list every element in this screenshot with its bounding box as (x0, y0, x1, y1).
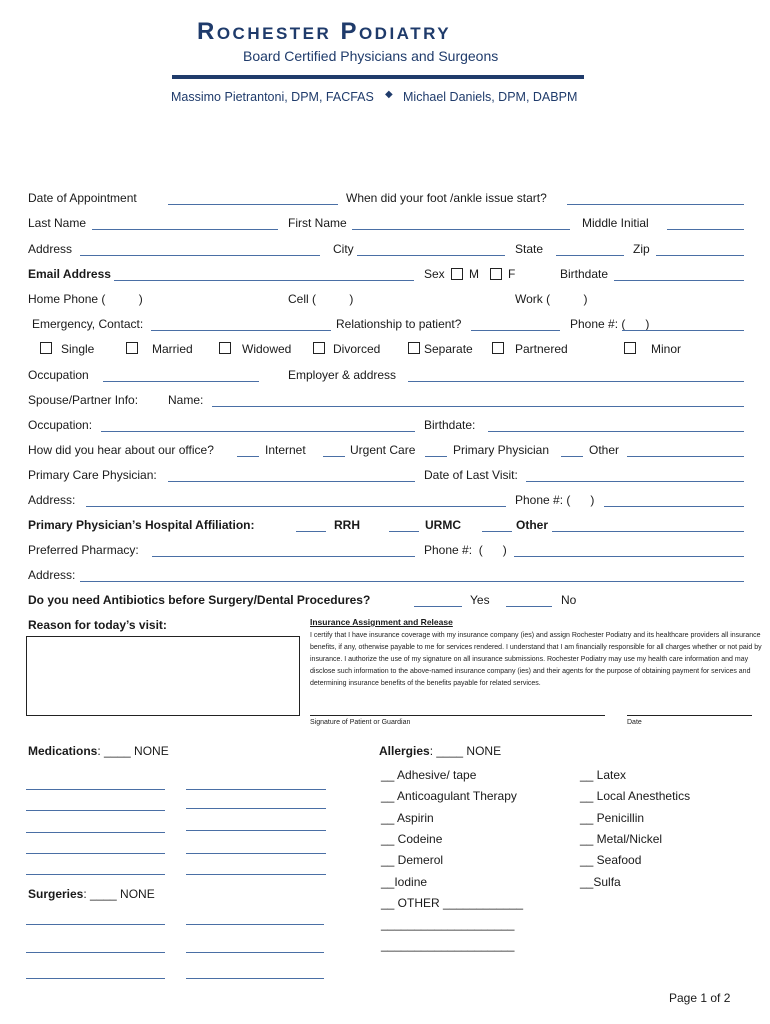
marital-married-label: Married (152, 342, 193, 356)
marital-separate-label: Separate (424, 342, 473, 356)
signature-date-label: Date (627, 719, 642, 726)
internet-blank[interactable] (237, 456, 259, 457)
doctor-name-2: Michael Daniels, DPM, DABPM (403, 90, 578, 104)
allergy-item[interactable]: __ Aspirin (381, 811, 434, 825)
other-hospital-label: Other (516, 518, 549, 532)
marital-single-checkbox[interactable] (40, 342, 52, 354)
surgeries-heading (28, 887, 155, 901)
allergy-item[interactable]: __ Metal/Nickel (580, 832, 663, 846)
surgery-line[interactable] (26, 924, 165, 925)
allergies-none: : ____ NONE (429, 744, 502, 758)
first-name-label: First Name (288, 216, 347, 230)
relationship-label: Relationship to patient? (336, 317, 462, 331)
pcp-phone-field[interactable] (604, 506, 744, 507)
allergy-item[interactable]: __ Penicillin (580, 811, 645, 825)
first-name-field[interactable] (352, 229, 570, 230)
medications-none: : ____ NONE (97, 744, 169, 758)
spouse-info-label: Spouse/Partner Info: (28, 393, 139, 407)
other-blank[interactable] (561, 456, 583, 457)
home-phone-label[interactable]: Home Phone ( ) (28, 292, 143, 306)
surgery-line[interactable] (26, 978, 165, 979)
employer-address-field[interactable] (408, 381, 744, 382)
cell-phone-label[interactable]: Cell ( ) (288, 292, 354, 306)
middle-initial-field[interactable] (667, 229, 744, 230)
pharmacy-address-field[interactable] (80, 581, 744, 582)
medication-line[interactable] (186, 830, 326, 831)
email-label: Email Address (28, 267, 111, 281)
medication-line[interactable] (186, 874, 326, 875)
other-label: Other (589, 443, 620, 457)
emergency-contact-field[interactable] (151, 330, 331, 331)
marital-minor-checkbox[interactable] (624, 342, 636, 354)
birthdate-field[interactable] (614, 280, 744, 281)
pharmacy-address-label: Address: (28, 568, 76, 582)
marital-divorced-checkbox[interactable] (313, 342, 325, 354)
practice-title: Rochester Podiatry (197, 18, 452, 45)
marital-separate-checkbox[interactable] (408, 342, 420, 354)
spouse-occupation-field[interactable] (101, 431, 415, 432)
surgeries-label: Surgeries (28, 887, 84, 901)
occupation-label: Occupation (28, 368, 89, 382)
surgery-line[interactable] (186, 952, 324, 953)
birthdate-label: Birthdate (560, 267, 609, 281)
signature-date-line[interactable] (627, 715, 752, 716)
foot-issue-start-label: When did your foot /ankle issue start? (346, 191, 547, 205)
employer-address-label: Employer & address (288, 368, 397, 382)
spouse-birthdate-field[interactable] (488, 431, 744, 432)
address-label: Address (28, 242, 73, 256)
marital-married-checkbox[interactable] (126, 342, 138, 354)
marital-partnered-label: Partnered (515, 342, 568, 356)
page-number: Page 1 of 2 (669, 991, 731, 1005)
urmc-label: URMC (425, 518, 461, 532)
sex-label: Sex (424, 267, 445, 281)
medications-label: Medications (28, 744, 98, 758)
other-hospital-blank[interactable] (482, 531, 512, 532)
marital-single-label: Single (61, 342, 95, 356)
allergy-item[interactable]: __ Anticoagulant Therapy (381, 789, 517, 803)
antibiotics-yes-label: Yes (470, 593, 490, 607)
medication-line[interactable] (26, 810, 165, 811)
sex-f-label: F (508, 267, 516, 281)
diamond-icon: ◆ (385, 89, 393, 100)
allergy-item[interactable]: __Iodine (381, 875, 428, 889)
emergency-phone-field[interactable] (622, 330, 744, 331)
how-hear-label: How did you hear about our office? (28, 443, 214, 457)
date-of-appointment-label: Date of Appointment (28, 191, 137, 205)
state-label: State (515, 242, 544, 256)
medications-heading (28, 744, 169, 758)
marital-divorced-label: Divorced (333, 342, 381, 356)
pcp-address-field[interactable] (86, 506, 506, 507)
allergy-item[interactable]: __Sulfa (580, 875, 621, 889)
sex-m-label: M (469, 267, 479, 281)
allergy-item[interactable]: __ Local Anesthetics (580, 789, 691, 803)
emergency-contact-label: Emergency, Contact: (32, 317, 144, 331)
allergies-heading (379, 744, 501, 758)
reason-label: Reason for today’s visit: (28, 618, 167, 632)
insurance-heading: Insurance Assignment and Release (310, 617, 453, 627)
medication-line[interactable] (186, 808, 326, 809)
last-visit-field[interactable] (526, 481, 744, 482)
pcp-label: Primary Care Physician: (28, 468, 157, 482)
signature-line[interactable] (310, 715, 605, 716)
middle-initial-label: Middle Initial (582, 216, 649, 230)
allergy-item[interactable]: __ Demerol (381, 853, 444, 867)
spouse-occupation-label: Occupation: (28, 418, 93, 432)
surgeries-none: : ____ NONE (83, 887, 155, 901)
primary-physician-label: Primary Physician (453, 443, 550, 457)
other-field[interactable] (627, 456, 744, 457)
allergy-other-line[interactable]: ____________________ (381, 938, 515, 952)
antibiotics-no-blank[interactable] (506, 606, 552, 607)
sex-f-checkbox[interactable] (490, 268, 502, 280)
allergy-item[interactable]: __ OTHER ____________ (381, 896, 524, 910)
spouse-name-field[interactable] (212, 406, 744, 407)
city-label: City (333, 242, 354, 256)
antibiotics-no-label: No (561, 593, 577, 607)
zip-field[interactable] (656, 255, 744, 256)
medication-line[interactable] (26, 874, 165, 875)
allergy-item[interactable]: __ Adhesive/ tape (381, 768, 477, 782)
last-name-field[interactable] (92, 229, 278, 230)
marital-widowed-checkbox[interactable] (219, 342, 231, 354)
practice-subtitle: Board Certified Physicians and Surgeons (243, 48, 499, 64)
work-phone-label[interactable]: Work ( ) (515, 292, 588, 306)
occupation-field[interactable] (103, 381, 259, 382)
urmc-blank[interactable] (389, 531, 419, 532)
pcp-phone-label: Phone #: ( ) (515, 493, 595, 507)
medication-line[interactable] (26, 832, 165, 833)
medication-line[interactable] (186, 853, 326, 854)
pharmacy-phone-field[interactable] (514, 556, 744, 557)
foot-issue-start-field[interactable] (567, 204, 744, 205)
antibiotics-question: Do you need Antibiotics before Surgery/Dental Procedures? (28, 593, 371, 607)
spouse-birthdate-label: Birthdate: (424, 418, 476, 432)
address-field[interactable] (80, 255, 320, 256)
signature-label: Signature of Patient or Guardian (310, 719, 411, 726)
city-field[interactable] (357, 255, 505, 256)
medication-line[interactable] (26, 853, 165, 854)
emergency-phone-label: Phone #: ( ) (570, 317, 650, 331)
sex-m-checkbox[interactable] (451, 268, 463, 280)
relationship-field[interactable] (471, 330, 560, 331)
surgery-line[interactable] (186, 978, 324, 979)
zip-label: Zip (633, 242, 650, 256)
internet-label: Internet (265, 443, 306, 457)
allergy-item[interactable]: __ Latex (580, 768, 627, 782)
pharmacy-phone-label: Phone #: ( ) (424, 543, 507, 557)
allergy-item[interactable]: __ Codeine (381, 832, 443, 846)
marital-minor-label: Minor (651, 342, 682, 356)
allergy-other-line[interactable]: ____________________ (381, 917, 515, 931)
spouse-name-label: Name: (168, 393, 204, 407)
other-hospital-field[interactable] (552, 531, 744, 532)
state-field[interactable] (556, 255, 624, 256)
surgery-line[interactable] (186, 924, 324, 925)
primary-physician-blank[interactable] (425, 456, 447, 457)
marital-widowed-label: Widowed (242, 342, 292, 356)
antibiotics-yes-blank[interactable] (414, 606, 462, 607)
pharmacy-label: Preferred Pharmacy: (28, 543, 139, 557)
last-visit-label: Date of Last Visit: (424, 468, 518, 482)
marital-partnered-checkbox[interactable] (492, 342, 504, 354)
urgent-care-blank[interactable] (323, 456, 345, 457)
email-field[interactable] (114, 280, 414, 281)
medication-line[interactable] (26, 789, 165, 790)
pcp-address-label: Address: (28, 493, 76, 507)
last-name-label: Last Name (28, 216, 87, 230)
insurance-body: I certify that I have insurance coverage with my insurance company (ies) and assign Rochester Podiatry and its healthcare providers all insurance benefits, if any, otherwise payable to me for services rendered. I understand that I am financially responsible for all charges whether or not paid by insurance. I authorize the use of my signature on all insurance submissions. Rochester Podiatry may use my health care information and may disclose such information to the above-named insurance company (ies) and their agents for the purpose of obtaining payment for services and determining insurance benefits of the benefits payable for related services. (310, 632, 762, 687)
surgery-line[interactable] (26, 952, 165, 953)
pharmacy-field[interactable] (152, 556, 415, 557)
doctor-name-1: Massimo Pietrantoni, DPM, FACFAS (171, 90, 374, 104)
reason-textbox[interactable] (26, 636, 300, 716)
hospital-affiliation-label: Primary Physician’s Hospital Affiliation: (28, 518, 255, 532)
header-rule (172, 75, 584, 79)
medication-line[interactable] (186, 789, 326, 790)
rrh-blank[interactable] (296, 531, 326, 532)
urgent-care-label: Urgent Care (350, 443, 416, 457)
allergies-label: Allergies (379, 744, 430, 758)
date-of-appointment-field[interactable] (168, 204, 338, 205)
rrh-label: RRH (334, 518, 360, 532)
pcp-field[interactable] (168, 481, 415, 482)
allergy-item[interactable]: __ Seafood (580, 853, 642, 867)
